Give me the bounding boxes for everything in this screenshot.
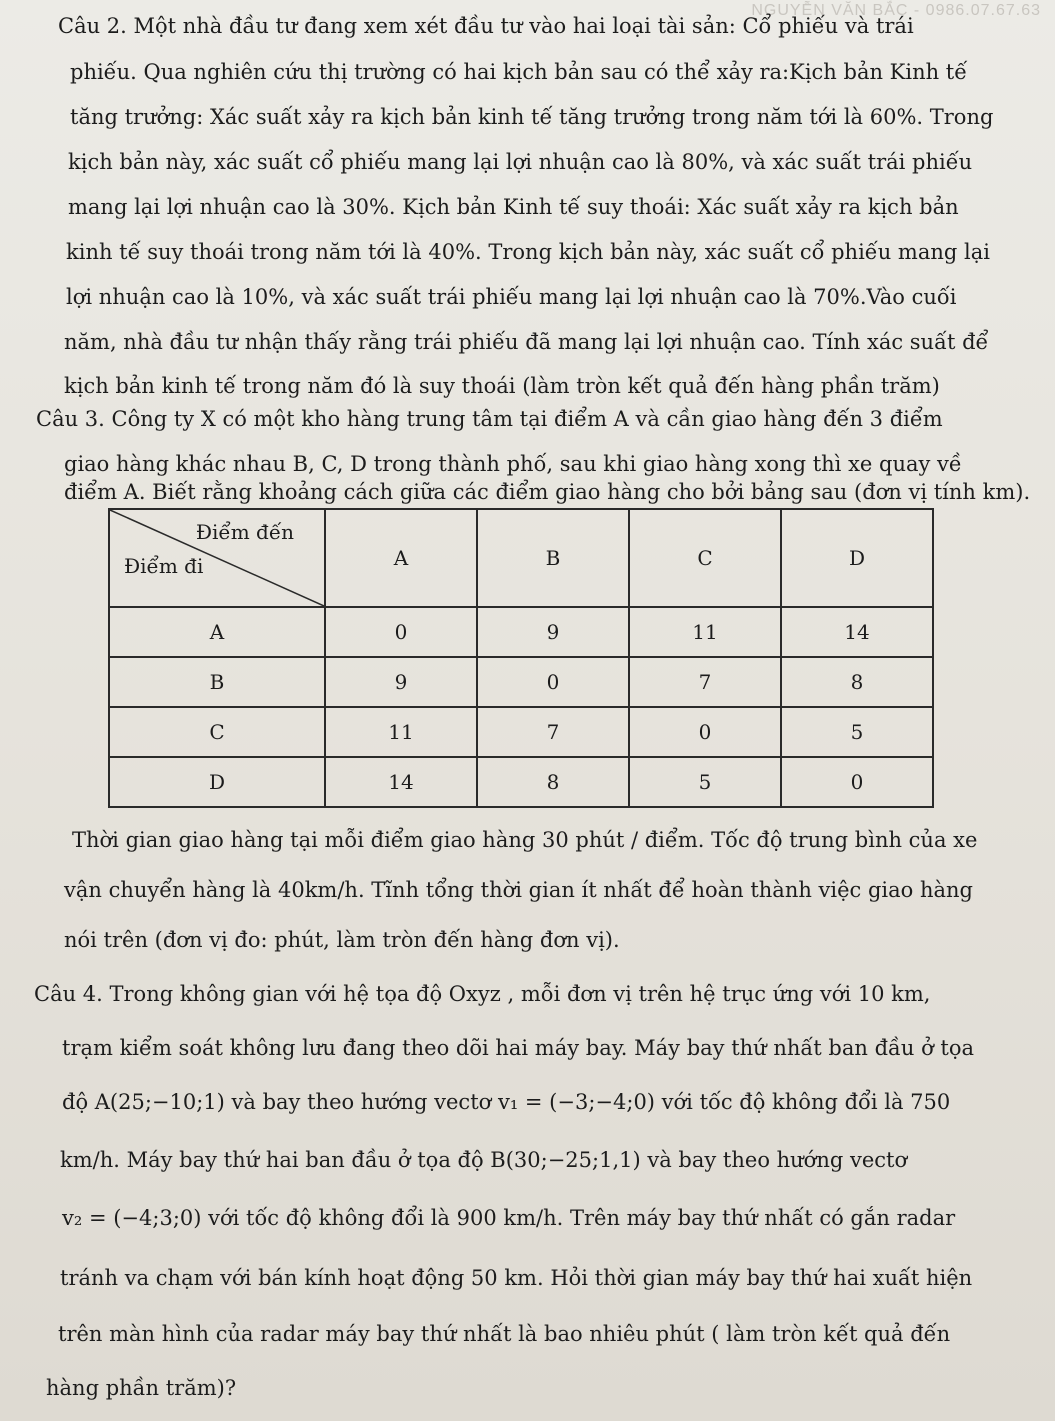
table-cell: 8	[781, 657, 933, 707]
table-cell: 0	[781, 757, 933, 807]
table-cell: 7	[629, 657, 781, 707]
q4-line-4: km/h. Máy bay thứ hai ban đầu ở tọa độ B(30;−25;1,1) và bay theo hướng vectơ	[60, 1148, 908, 1172]
table-row	[109, 757, 933, 807]
q2-line-1: Câu 2. Một nhà đầu tư đang xem xét đầu tư vào hai loại tài sản: Cổ phiếu và trái	[58, 14, 914, 38]
q3-after-line-3: nói trên (đơn vị đo: phút, làm tròn đến hàng đơn vị).	[64, 928, 620, 952]
q4-line-5: v₂ = (−4;3;0) với tốc độ không đổi là 900 km/h. Trên máy bay thứ nhất có gắn radar	[62, 1206, 956, 1230]
column-header: D	[781, 509, 933, 607]
row-header: B	[109, 657, 325, 707]
q4-line-3: độ A(25;−10;1) và bay theo hướng vectơ v₁ = (−3;−4;0) với tốc độ không đổi là 750	[62, 1090, 951, 1114]
q4-line-6: tránh va chạm với bán kính hoạt động 50 km. Hỏi thời gian máy bay thứ hai xuất hiện	[60, 1266, 973, 1290]
q3-after-line-1: Thời gian giao hàng tại mỗi điểm giao hàng 30 phút / điểm. Tốc độ trung bình của xe	[72, 828, 978, 852]
watermark-text: NGUYỄN VĂN BẮC - 0986.07.67.63	[751, 2, 1041, 19]
q2-line-7: lợi nhuận cao là 10%, và xác suất trái phiếu mang lại lợi nhuận cao là 70%.Vào cuối	[66, 285, 957, 309]
q3-line-2: giao hàng khác nhau B, C, D trong thành phố, sau khi giao hàng xong thì xe quay về	[64, 452, 962, 476]
q2-line-3: tăng trưởng: Xác suất xảy ra kịch bản kinh tế tăng trưởng trong năm tới là 60%. Trong	[70, 105, 994, 129]
header-from-label: Điểm đi	[124, 554, 204, 578]
table-cell: 11	[325, 707, 477, 757]
q4-line-7: trên màn hình của radar máy bay thứ nhất là bao nhiêu phút ( làm tròn kết quả đến	[58, 1322, 951, 1346]
corner-header-cell	[109, 509, 325, 607]
column-header: A	[325, 509, 477, 607]
q2-line-6: kinh tế suy thoái trong năm tới là 40%. Trong kịch bản này, xác suất cổ phiếu mang lại	[66, 240, 990, 264]
row-header: A	[109, 607, 325, 657]
column-header: B	[477, 509, 629, 607]
q2-line-4: kịch bản này, xác suất cổ phiếu mang lại lợi nhuận cao là 80%, và xác suất trái phiếu	[68, 150, 973, 174]
q2-line-5: mang lại lợi nhuận cao là 30%. Kịch bản Kinh tế suy thoái: Xác suất xảy ra kịch bản	[68, 195, 959, 219]
table-cell: 14	[325, 757, 477, 807]
q3-line-3: điểm A. Biết rằng khoảng cách giữa các điểm giao hàng cho bởi bảng sau (đơn vị tính km).	[64, 480, 1031, 504]
table-cell: 8	[477, 757, 629, 807]
q4-line-2: trạm kiểm soát không lưu đang theo dõi hai máy bay. Máy bay thứ nhất ban đầu ở tọa	[62, 1036, 975, 1060]
table-row	[109, 607, 933, 657]
table-cell: 5	[629, 757, 781, 807]
q2-line-8: năm, nhà đầu tư nhận thấy rằng trái phiếu đã mang lại lợi nhuận cao. Tính xác suất để	[64, 330, 989, 354]
q4-line-1: Câu 4. Trong không gian với hệ tọa độ Oxyz , mỗi đơn vị trên hệ trục ứng với 10 km,	[34, 982, 931, 1006]
table-cell: 5	[781, 707, 933, 757]
row-header: C	[109, 707, 325, 757]
table-row	[109, 707, 933, 757]
table-cell: 9	[325, 657, 477, 707]
q4-line-8: hàng phần trăm)?	[46, 1376, 237, 1400]
q3-after-line-2: vận chuyển hàng là 40km/h. Tĩnh tổng thời gian ít nhất để hoàn thành việc giao hàng	[64, 878, 973, 902]
distance-table	[108, 508, 934, 808]
table-cell: 11	[629, 607, 781, 657]
row-header: D	[109, 757, 325, 807]
column-header: C	[629, 509, 781, 607]
q2-line-2: phiếu. Qua nghiên cứu thị trường có hai kịch bản sau có thể xảy ra:Kịch bản Kinh tế	[70, 60, 968, 84]
table-row	[109, 657, 933, 707]
table-cell: 9	[477, 607, 629, 657]
table-cell: 14	[781, 607, 933, 657]
q3-line-1: Câu 3. Công ty X có một kho hàng trung tâm tại điểm A và cần giao hàng đến 3 điểm	[36, 407, 943, 431]
header-to-label: Điểm đến	[195, 520, 294, 544]
table-cell: 7	[477, 707, 629, 757]
q2-line-9: kịch bản kinh tế trong năm đó là suy thoái (làm tròn kết quả đến hàng phần trăm)	[64, 374, 940, 398]
table-cell: 0	[629, 707, 781, 757]
table-cell: 0	[477, 657, 629, 707]
table-header-row	[109, 509, 933, 607]
table-cell: 0	[325, 607, 477, 657]
